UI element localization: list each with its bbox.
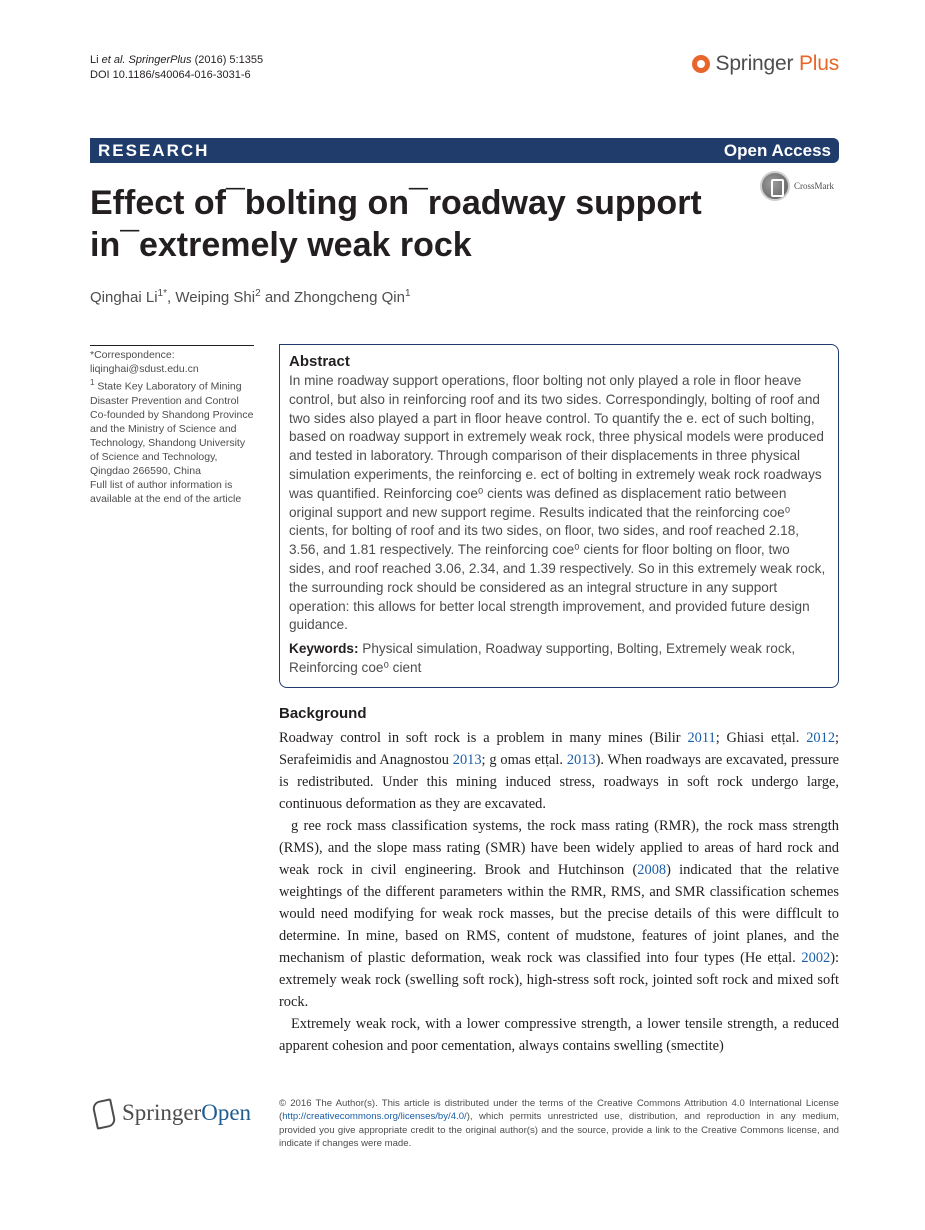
doi: DOI 10.1186/s40064-016-3031-6 — [90, 69, 251, 81]
correspondence-sidebar — [90, 345, 254, 506]
paragraph: g ree rock mass classification systems, the rock mass rating (RMR), the rock mass strength (RMS), and the slope mass rating (SMR) have been widely applied to areas of hard rock and weak rock in civil engineering. Brook and Hutchinson (2008) indicated that the relative weightings of the different parameters within the RMR, RMS, and SMR classification schemes would need modifying for weak rock masses, but the precise details of this were difflcult to determine. In mine, based on RMS, content of mudstone, features of joint planes, and the mechanism of plastic deformation, weak rock was classified into four types (He etṭal. 2002): extremely weak rock (swelling soft rock), high-stress soft rock, jointed soft rock and mixed soft rock. — [279, 818, 839, 1010]
citation — [90, 53, 263, 83]
citation-authors: Li — [90, 54, 102, 66]
springeropen-logo: SpringerOpen — [90, 1098, 251, 1128]
citation-volume: (2016) 5:1355 — [194, 54, 264, 66]
affiliation: $^1$ State Key Laboratory of Mining Disaster Prevention and Control Co-founded by Shandong Province and the Ministry of Science and Technology, Shandong University of Science and Technology, Qingdao 266590, China — [90, 378, 254, 477]
brand-name: Springer Plus — [715, 52, 839, 75]
article-title: Effect of¯bolting on¯roadway support in¯extremely weak rock — [90, 184, 702, 264]
author-info-note: Full list of author information is available at the end of the article — [90, 478, 242, 505]
springer-horse-icon — [90, 1098, 116, 1128]
crossmark-badge[interactable] — [760, 171, 834, 201]
crossmark-label: CrossMark — [794, 181, 834, 191]
background-body — [279, 727, 839, 1057]
abstract-heading: Abstract — [289, 353, 350, 370]
author-list: Qinghai $Li^{1*}$, Weiping Shi$^2$ and Zhongcheng Qin$^1$ — [90, 288, 411, 306]
reference-link[interactable]: 2012 — [806, 730, 836, 746]
correspondence-email[interactable]: liqinghai@sdust.edu.cn — [90, 363, 199, 375]
reference-link[interactable]: 2013 — [566, 752, 596, 768]
license-text: © 2016 The Author(s). This article is distributed under the terms of the Creative Commons Attribution 4.0 International License (http://creativecommons.org/licenses/by/4.0/), which permits unrestricted use, distribution, and reproduction in any medium, provided you give appropriate credit to the original author(s) and the source, provide a link to the Creative Commons license, and indicate if changes were made. — [279, 1098, 839, 1150]
paragraph: Extremely weak rock, with a lower compressive strength, a lower tensile strength, a reduced apparent cohesion and poor cementation, always contains swelling (smectite) — [279, 1016, 839, 1054]
reference-link[interactable]: 2002 — [801, 950, 831, 966]
abstract-box — [279, 344, 839, 688]
article-type: RESEARCH — [98, 140, 210, 160]
citation-journal: et al. SpringerPlus — [101, 54, 192, 66]
article-type-banner — [90, 138, 839, 163]
springer-plus-icon — [692, 55, 710, 73]
abstract-text: In mine roadway support operations, floor bolting not only played a role in floor heave control, but also in reinforcing roof and its two sides. Correspondingly, bolting of roof and two sides also played a part in floor heave control. To quantify the e. ect of such bolting, based on roadway support in extremely weak rock, three physical models were produced and tested in laboratory. Through comparison of their displacements in three physical simulation experiments, the reinforcing e. ect of bolting in extremely weak rock roadways was quantified. Reinforcing coe⁰ cients was defined as displacement ratio between original support and new support regime. Results indicated that the reinforcing coe⁰ cients, for bolting of roof and its two sides, on floor, two sides, and roof reached 2.18, 3.56, and 1.81 respectively. The reinforcing coe⁰ cients for floor bolting on floor, two sides, and roof reached 3.06, 2.34, and 1.39 respectively. So in this extremely weak rock, the surrounding rock should be considered as an integral structure in any support operation: this allows for better local strength improvement, and provided future design guidance. — [289, 373, 826, 633]
reference-link[interactable]: 2013 — [452, 752, 482, 768]
reference-link[interactable]: 2008 — [637, 862, 667, 878]
springerplus-logo — [692, 52, 839, 76]
reference-link[interactable]: 2011 — [687, 730, 716, 746]
background-heading: Background — [279, 705, 367, 722]
license-link[interactable]: http://creativecommons.org/licenses/by/4.0/ — [282, 1111, 467, 1123]
correspondence-label: *Correspondence: — [90, 349, 175, 361]
crossmark-icon — [760, 171, 790, 201]
paragraph: Roadway control in soft rock is a problem in many mines (Bilir 2011; Ghiasi etṭal. 2012; Serafeimidis and Anagnostou 2013; g omas etṭal. 2013). When roadways are excavated, pressure is redistributed. Under this mining induced stress, roadways in soft rock undergo large, continuous deformation as they are excavated. — [279, 730, 840, 812]
open-access-label: Open Access — [723, 140, 831, 160]
keywords: Keywords: Physical simulation, Roadway supporting, Bolting, Extremely weak rock, Reinforcing coe⁰ cient — [289, 641, 796, 675]
